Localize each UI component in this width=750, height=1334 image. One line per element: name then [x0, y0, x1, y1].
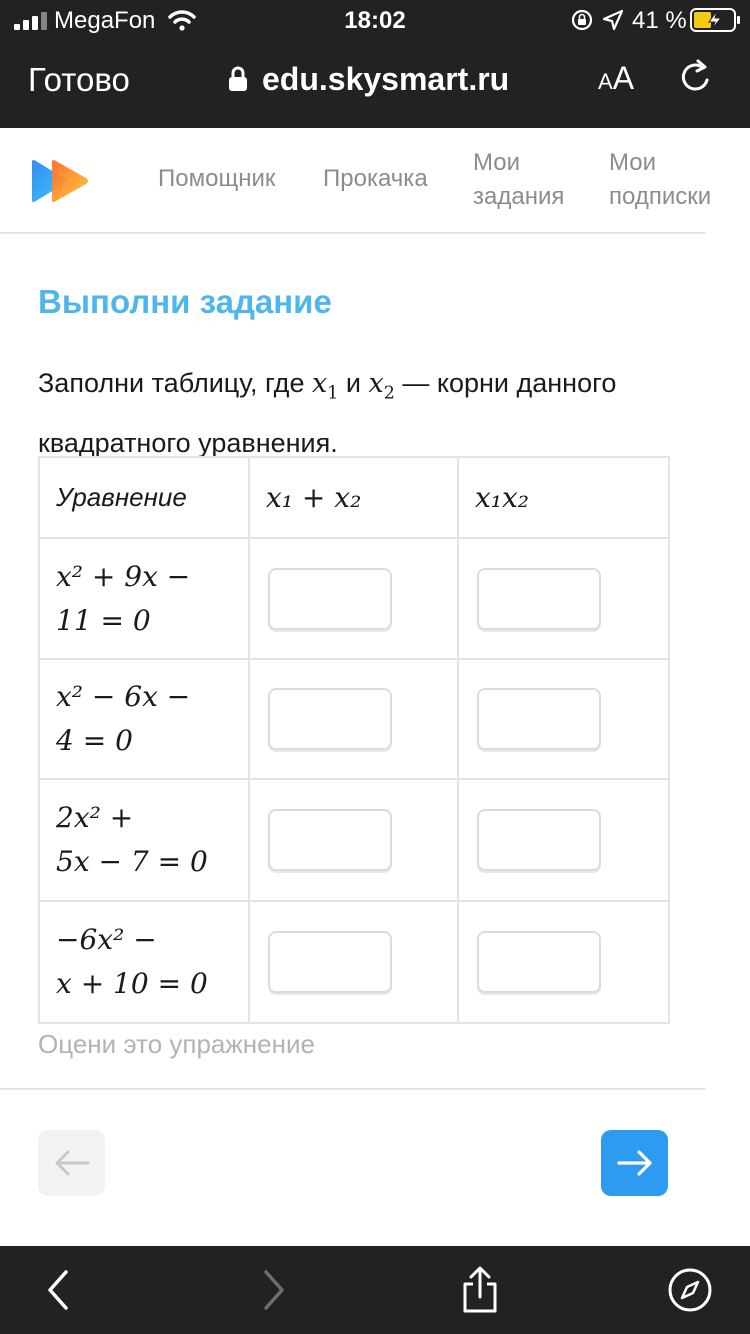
product-input[interactable] — [477, 688, 601, 750]
url-text: edu.skysmart.ru — [262, 60, 510, 97]
equation-cell: −6x² − x + 10 = 0 — [39, 901, 249, 1023]
task-text-part1: Заполни таблицу, где — [38, 368, 312, 398]
skysmart-logo[interactable] — [28, 158, 92, 204]
task-text-and: и — [338, 368, 369, 398]
header-product: x₁x₂ — [458, 457, 669, 538]
page-title: Выполни задание — [38, 283, 332, 320]
sum-input[interactable] — [268, 568, 392, 630]
product-input[interactable] — [477, 809, 601, 871]
address-bar[interactable] — [228, 56, 509, 102]
nav-item-label-line1: Мои — [609, 149, 657, 176]
table-row — [39, 659, 669, 779]
sum-input[interactable] — [268, 931, 392, 993]
battery-percent: 41 % — [632, 7, 687, 34]
sum-input[interactable] — [268, 809, 392, 871]
battery-charging-icon — [690, 8, 742, 32]
header-equation: Уравнение — [39, 457, 249, 538]
browser-bottom-toolbar — [0, 1246, 750, 1334]
text-size-large-glyph: A — [612, 60, 635, 96]
text-size-button[interactable] — [598, 58, 634, 102]
equation-cell: x² + 9x − 11 = 0 — [39, 538, 249, 659]
table-row — [39, 901, 669, 1023]
table-header-row — [39, 457, 669, 538]
back-icon[interactable] — [36, 1266, 84, 1314]
roots-table — [38, 456, 670, 1024]
sum-input[interactable] — [268, 688, 392, 750]
status-time: 18:02 — [344, 7, 406, 34]
header-sum: x₁ + x₂ — [249, 457, 458, 538]
divider — [0, 1088, 706, 1090]
next-button[interactable] — [601, 1130, 668, 1196]
lock-icon — [228, 66, 248, 92]
browser-top-chrome — [0, 0, 750, 128]
task-instructions — [38, 358, 678, 468]
text-size-small-glyph: A — [598, 69, 613, 94]
nav-item-label-line2: задания — [473, 183, 565, 210]
forward-icon[interactable] — [248, 1266, 296, 1314]
arrow-right-icon — [615, 1148, 655, 1178]
nav-item-label: Прокачка — [323, 165, 428, 192]
table-row — [39, 538, 669, 659]
done-button[interactable]: Готово — [28, 61, 130, 98]
product-input[interactable] — [477, 568, 601, 630]
rate-exercise-link[interactable]: Оцени это упражнение — [38, 1029, 315, 1059]
reload-icon[interactable] — [676, 58, 716, 98]
nav-item-my-subscriptions[interactable] — [609, 146, 711, 214]
table-row — [39, 779, 669, 901]
status-bar — [0, 0, 750, 42]
nav-item-label-line2: подписки — [609, 183, 712, 210]
equation-cell: x² − 6x − 4 = 0 — [39, 659, 249, 779]
previous-button[interactable] — [38, 1130, 105, 1196]
site-header — [0, 128, 712, 234]
equation-cell: 2x² + 5x − 7 = 0 — [39, 779, 249, 901]
x2-symbol: $x_2$ — [368, 368, 395, 404]
arrow-left-icon — [52, 1148, 92, 1178]
share-icon[interactable] — [456, 1266, 504, 1314]
compass-icon[interactable] — [666, 1266, 714, 1314]
location-icon — [602, 9, 624, 31]
nav-item-assistant[interactable] — [158, 162, 275, 196]
orientation-lock-icon — [571, 9, 593, 31]
product-input[interactable] — [477, 931, 601, 993]
carrier-name: MegaFon — [54, 7, 156, 34]
task-text-part2: — корни данного квадратного уравнения. — [38, 368, 617, 459]
x1-symbol: $x_1$ — [311, 368, 339, 404]
nav-item-training[interactable] — [323, 162, 428, 196]
nav-item-my-tasks[interactable] — [473, 146, 564, 214]
nav-item-label: Помощник — [158, 165, 276, 192]
nav-item-label-line1: Мои — [473, 149, 521, 176]
browser-nav-bar — [0, 42, 750, 128]
